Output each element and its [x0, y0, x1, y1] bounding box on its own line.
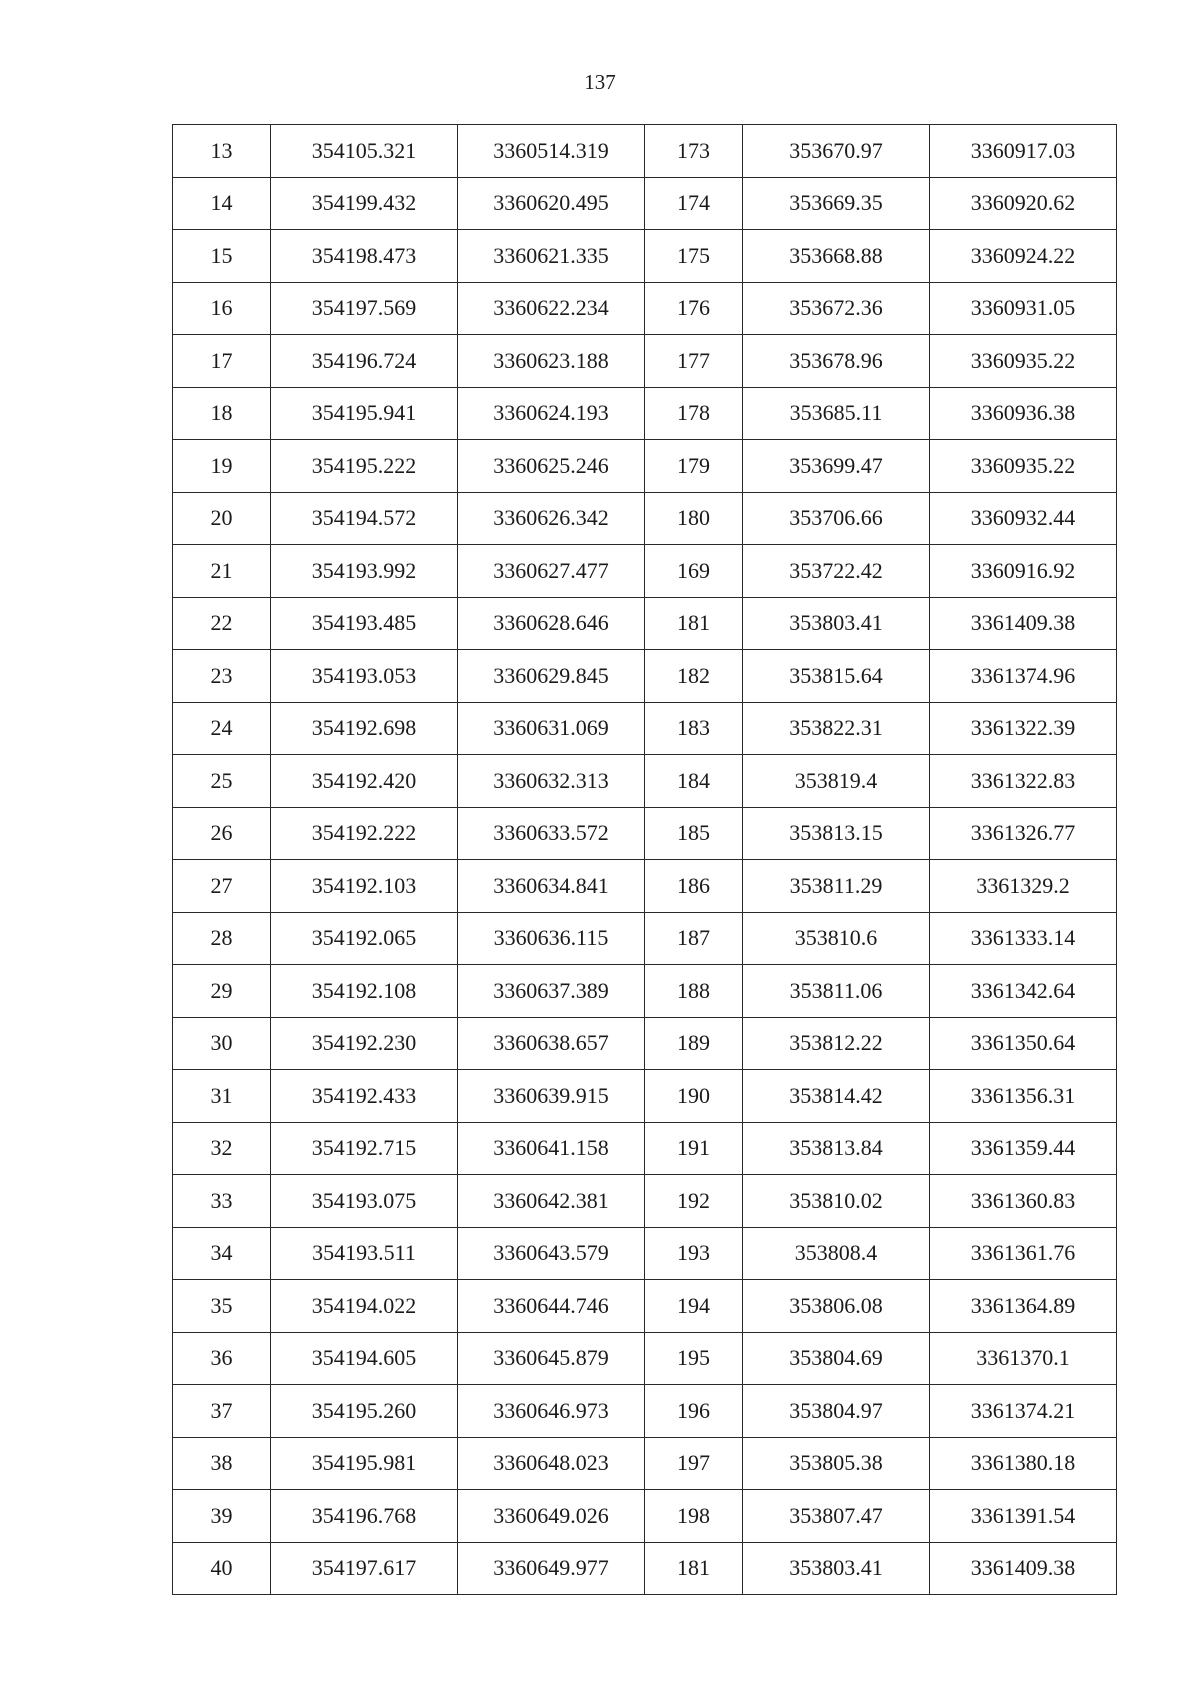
left-y-coordinate-cell: 3360639.915 — [458, 1070, 645, 1123]
right-point-number-cell: 190 — [645, 1070, 743, 1123]
right-x-coordinate-cell: 353813.84 — [743, 1122, 930, 1175]
right-x-coordinate-cell: 353812.22 — [743, 1017, 930, 1070]
left-point-number-cell: 17 — [173, 335, 271, 388]
right-x-coordinate-cell: 353810.6 — [743, 912, 930, 965]
left-y-coordinate-cell: 3360634.841 — [458, 860, 645, 913]
left-y-coordinate-cell: 3360626.342 — [458, 492, 645, 545]
right-y-coordinate-cell: 3360935.22 — [930, 335, 1117, 388]
right-point-number-cell: 176 — [645, 282, 743, 335]
left-point-number-cell: 39 — [173, 1490, 271, 1543]
left-point-number-cell: 37 — [173, 1385, 271, 1438]
left-point-number-cell: 19 — [173, 440, 271, 493]
left-y-coordinate-cell: 3360645.879 — [458, 1332, 645, 1385]
right-point-number-cell: 173 — [645, 125, 743, 178]
right-x-coordinate-cell: 353699.47 — [743, 440, 930, 493]
table-row — [173, 755, 1117, 808]
left-y-coordinate-cell: 3360641.158 — [458, 1122, 645, 1175]
table-row — [173, 650, 1117, 703]
right-x-coordinate-cell: 353806.08 — [743, 1280, 930, 1333]
right-point-number-cell: 178 — [645, 387, 743, 440]
table-row — [173, 702, 1117, 755]
coordinate-table — [172, 124, 1117, 1595]
right-point-number-cell: 169 — [645, 545, 743, 598]
right-x-coordinate-cell: 353685.11 — [743, 387, 930, 440]
table-row — [173, 1542, 1117, 1595]
right-point-number-cell: 187 — [645, 912, 743, 965]
left-x-coordinate-cell: 354193.485 — [271, 597, 458, 650]
left-point-number-cell: 14 — [173, 177, 271, 230]
left-point-number-cell: 13 — [173, 125, 271, 178]
table-row — [173, 1280, 1117, 1333]
right-point-number-cell: 197 — [645, 1437, 743, 1490]
left-y-coordinate-cell: 3360632.313 — [458, 755, 645, 808]
right-y-coordinate-cell: 3361391.54 — [930, 1490, 1117, 1543]
left-y-coordinate-cell: 3360629.845 — [458, 650, 645, 703]
right-y-coordinate-cell: 3361342.64 — [930, 965, 1117, 1018]
right-y-coordinate-cell: 3360917.03 — [930, 125, 1117, 178]
left-y-coordinate-cell: 3360644.746 — [458, 1280, 645, 1333]
left-point-number-cell: 22 — [173, 597, 271, 650]
left-y-coordinate-cell: 3360637.389 — [458, 965, 645, 1018]
left-point-number-cell: 24 — [173, 702, 271, 755]
table-row — [173, 1017, 1117, 1070]
left-point-number-cell: 32 — [173, 1122, 271, 1175]
right-x-coordinate-cell: 353803.41 — [743, 1542, 930, 1595]
left-x-coordinate-cell: 354193.511 — [271, 1227, 458, 1280]
left-point-number-cell: 38 — [173, 1437, 271, 1490]
coordinate-table-body — [173, 125, 1117, 1595]
right-point-number-cell: 179 — [645, 440, 743, 493]
left-x-coordinate-cell: 354195.260 — [271, 1385, 458, 1438]
right-x-coordinate-cell: 353811.29 — [743, 860, 930, 913]
right-y-coordinate-cell: 3360916.92 — [930, 545, 1117, 598]
table-row — [173, 807, 1117, 860]
right-point-number-cell: 198 — [645, 1490, 743, 1543]
left-y-coordinate-cell: 3360627.477 — [458, 545, 645, 598]
left-point-number-cell: 26 — [173, 807, 271, 860]
left-y-coordinate-cell: 3360622.234 — [458, 282, 645, 335]
left-x-coordinate-cell: 354194.572 — [271, 492, 458, 545]
right-x-coordinate-cell: 353672.36 — [743, 282, 930, 335]
right-y-coordinate-cell: 3360932.44 — [930, 492, 1117, 545]
right-point-number-cell: 184 — [645, 755, 743, 808]
left-x-coordinate-cell: 354197.569 — [271, 282, 458, 335]
right-point-number-cell: 174 — [645, 177, 743, 230]
right-point-number-cell: 182 — [645, 650, 743, 703]
table-row — [173, 545, 1117, 598]
right-y-coordinate-cell: 3360936.38 — [930, 387, 1117, 440]
left-y-coordinate-cell: 3360624.193 — [458, 387, 645, 440]
right-x-coordinate-cell: 353807.47 — [743, 1490, 930, 1543]
right-y-coordinate-cell: 3361322.83 — [930, 755, 1117, 808]
right-x-coordinate-cell: 353815.64 — [743, 650, 930, 703]
right-point-number-cell: 175 — [645, 230, 743, 283]
right-x-coordinate-cell: 353814.42 — [743, 1070, 930, 1123]
table-row — [173, 1122, 1117, 1175]
right-y-coordinate-cell: 3361333.14 — [930, 912, 1117, 965]
right-point-number-cell: 181 — [645, 597, 743, 650]
right-x-coordinate-cell: 353670.97 — [743, 125, 930, 178]
table-row — [173, 282, 1117, 335]
left-x-coordinate-cell: 354198.473 — [271, 230, 458, 283]
left-y-coordinate-cell: 3360633.572 — [458, 807, 645, 860]
left-y-coordinate-cell: 3360625.246 — [458, 440, 645, 493]
left-x-coordinate-cell: 354193.053 — [271, 650, 458, 703]
left-y-coordinate-cell: 3360643.579 — [458, 1227, 645, 1280]
right-x-coordinate-cell: 353822.31 — [743, 702, 930, 755]
right-x-coordinate-cell: 353706.66 — [743, 492, 930, 545]
left-point-number-cell: 31 — [173, 1070, 271, 1123]
table-row — [173, 125, 1117, 178]
left-y-coordinate-cell: 3360621.335 — [458, 230, 645, 283]
right-y-coordinate-cell: 3361364.89 — [930, 1280, 1117, 1333]
left-y-coordinate-cell: 3360642.381 — [458, 1175, 645, 1228]
right-point-number-cell: 177 — [645, 335, 743, 388]
left-y-coordinate-cell: 3360628.646 — [458, 597, 645, 650]
left-x-coordinate-cell: 354105.321 — [271, 125, 458, 178]
table-row — [173, 387, 1117, 440]
left-x-coordinate-cell: 354195.941 — [271, 387, 458, 440]
left-x-coordinate-cell: 354192.222 — [271, 807, 458, 860]
left-x-coordinate-cell: 354194.605 — [271, 1332, 458, 1385]
left-y-coordinate-cell: 3360623.188 — [458, 335, 645, 388]
right-point-number-cell: 183 — [645, 702, 743, 755]
left-x-coordinate-cell: 354197.617 — [271, 1542, 458, 1595]
left-point-number-cell: 33 — [173, 1175, 271, 1228]
right-y-coordinate-cell: 3361359.44 — [930, 1122, 1117, 1175]
left-point-number-cell: 15 — [173, 230, 271, 283]
right-y-coordinate-cell: 3360935.22 — [930, 440, 1117, 493]
left-x-coordinate-cell: 354195.981 — [271, 1437, 458, 1490]
right-y-coordinate-cell: 3361322.39 — [930, 702, 1117, 755]
right-x-coordinate-cell: 353804.69 — [743, 1332, 930, 1385]
left-point-number-cell: 20 — [173, 492, 271, 545]
table-row — [173, 1175, 1117, 1228]
left-point-number-cell: 34 — [173, 1227, 271, 1280]
left-point-number-cell: 36 — [173, 1332, 271, 1385]
right-y-coordinate-cell: 3360931.05 — [930, 282, 1117, 335]
right-x-coordinate-cell: 353669.35 — [743, 177, 930, 230]
right-y-coordinate-cell: 3361409.38 — [930, 597, 1117, 650]
left-y-coordinate-cell: 3360649.026 — [458, 1490, 645, 1543]
right-point-number-cell: 188 — [645, 965, 743, 1018]
right-x-coordinate-cell: 353668.88 — [743, 230, 930, 283]
left-point-number-cell: 27 — [173, 860, 271, 913]
right-x-coordinate-cell: 353808.4 — [743, 1227, 930, 1280]
table-row — [173, 440, 1117, 493]
right-x-coordinate-cell: 353804.97 — [743, 1385, 930, 1438]
right-y-coordinate-cell: 3361361.76 — [930, 1227, 1117, 1280]
right-y-coordinate-cell: 3361350.64 — [930, 1017, 1117, 1070]
left-x-coordinate-cell: 354199.432 — [271, 177, 458, 230]
page-number: 137 — [584, 70, 616, 94]
table-row — [173, 965, 1117, 1018]
left-x-coordinate-cell: 354192.698 — [271, 702, 458, 755]
right-y-coordinate-cell: 3361360.83 — [930, 1175, 1117, 1228]
right-point-number-cell: 189 — [645, 1017, 743, 1070]
right-y-coordinate-cell: 3361374.21 — [930, 1385, 1117, 1438]
left-point-number-cell: 40 — [173, 1542, 271, 1595]
right-x-coordinate-cell: 353813.15 — [743, 807, 930, 860]
left-y-coordinate-cell: 3360649.977 — [458, 1542, 645, 1595]
right-point-number-cell: 195 — [645, 1332, 743, 1385]
left-point-number-cell: 21 — [173, 545, 271, 598]
table-row — [173, 335, 1117, 388]
right-x-coordinate-cell: 353805.38 — [743, 1437, 930, 1490]
table-row — [173, 1227, 1117, 1280]
right-x-coordinate-cell: 353678.96 — [743, 335, 930, 388]
table-row — [173, 230, 1117, 283]
table-row — [173, 912, 1117, 965]
right-point-number-cell: 196 — [645, 1385, 743, 1438]
left-x-coordinate-cell: 354192.715 — [271, 1122, 458, 1175]
left-x-coordinate-cell: 354194.022 — [271, 1280, 458, 1333]
right-y-coordinate-cell: 3361409.38 — [930, 1542, 1117, 1595]
table-row — [173, 597, 1117, 650]
left-x-coordinate-cell: 354196.724 — [271, 335, 458, 388]
left-x-coordinate-cell: 354195.222 — [271, 440, 458, 493]
left-y-coordinate-cell: 3360636.115 — [458, 912, 645, 965]
left-y-coordinate-cell: 3360631.069 — [458, 702, 645, 755]
right-point-number-cell: 185 — [645, 807, 743, 860]
table-row — [173, 1437, 1117, 1490]
table-row — [173, 1070, 1117, 1123]
left-x-coordinate-cell: 354193.075 — [271, 1175, 458, 1228]
left-point-number-cell: 25 — [173, 755, 271, 808]
right-y-coordinate-cell: 3361374.96 — [930, 650, 1117, 703]
left-x-coordinate-cell: 354192.433 — [271, 1070, 458, 1123]
right-x-coordinate-cell: 353811.06 — [743, 965, 930, 1018]
right-point-number-cell: 192 — [645, 1175, 743, 1228]
right-x-coordinate-cell: 353803.41 — [743, 597, 930, 650]
left-x-coordinate-cell: 354193.992 — [271, 545, 458, 598]
left-x-coordinate-cell: 354192.065 — [271, 912, 458, 965]
right-y-coordinate-cell: 3361370.1 — [930, 1332, 1117, 1385]
left-y-coordinate-cell: 3360648.023 — [458, 1437, 645, 1490]
left-point-number-cell: 35 — [173, 1280, 271, 1333]
table-row — [173, 492, 1117, 545]
right-point-number-cell: 194 — [645, 1280, 743, 1333]
left-y-coordinate-cell: 3360514.319 — [458, 125, 645, 178]
left-point-number-cell: 29 — [173, 965, 271, 1018]
table-row — [173, 1385, 1117, 1438]
right-y-coordinate-cell: 3361329.2 — [930, 860, 1117, 913]
left-point-number-cell: 28 — [173, 912, 271, 965]
table-row — [173, 860, 1117, 913]
right-x-coordinate-cell: 353819.4 — [743, 755, 930, 808]
right-y-coordinate-cell: 3361356.31 — [930, 1070, 1117, 1123]
left-y-coordinate-cell: 3360620.495 — [458, 177, 645, 230]
right-y-coordinate-cell: 3360924.22 — [930, 230, 1117, 283]
left-point-number-cell: 23 — [173, 650, 271, 703]
left-point-number-cell: 18 — [173, 387, 271, 440]
right-y-coordinate-cell: 3361380.18 — [930, 1437, 1117, 1490]
right-y-coordinate-cell: 3361326.77 — [930, 807, 1117, 860]
left-x-coordinate-cell: 354192.420 — [271, 755, 458, 808]
right-x-coordinate-cell: 353810.02 — [743, 1175, 930, 1228]
right-point-number-cell: 193 — [645, 1227, 743, 1280]
left-point-number-cell: 30 — [173, 1017, 271, 1070]
right-x-coordinate-cell: 353722.42 — [743, 545, 930, 598]
left-x-coordinate-cell: 354192.230 — [271, 1017, 458, 1070]
table-row — [173, 177, 1117, 230]
left-y-coordinate-cell: 3360646.973 — [458, 1385, 645, 1438]
right-y-coordinate-cell: 3360920.62 — [930, 177, 1117, 230]
left-x-coordinate-cell: 354192.103 — [271, 860, 458, 913]
left-x-coordinate-cell: 354192.108 — [271, 965, 458, 1018]
right-point-number-cell: 180 — [645, 492, 743, 545]
left-x-coordinate-cell: 354196.768 — [271, 1490, 458, 1543]
right-point-number-cell: 191 — [645, 1122, 743, 1175]
right-point-number-cell: 186 — [645, 860, 743, 913]
left-y-coordinate-cell: 3360638.657 — [458, 1017, 645, 1070]
left-point-number-cell: 16 — [173, 282, 271, 335]
table-row — [173, 1332, 1117, 1385]
table-row — [173, 1490, 1117, 1543]
right-point-number-cell: 181 — [645, 1542, 743, 1595]
